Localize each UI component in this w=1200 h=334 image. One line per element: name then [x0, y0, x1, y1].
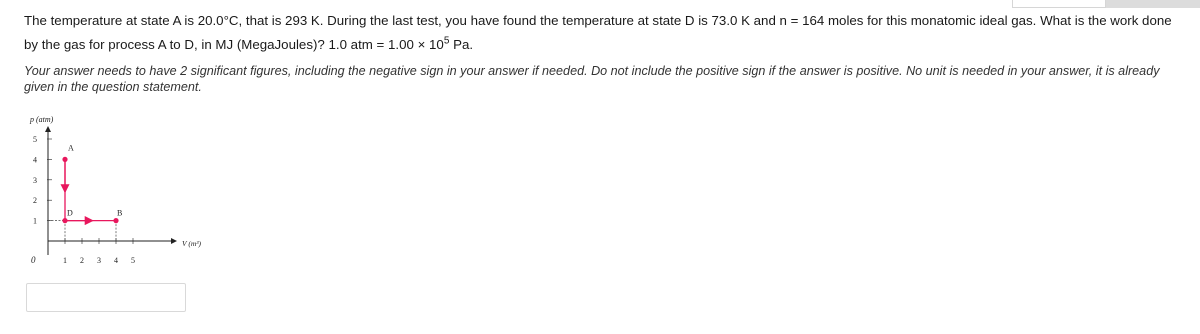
y-tick-label: 4 [33, 155, 37, 165]
x-axis-label: V (m³) [182, 239, 201, 248]
y-axis-label: p (atm) [30, 115, 54, 124]
x-tick-label: 3 [97, 256, 101, 265]
x-tick-label: 4 [114, 256, 118, 265]
origin-label: 0 [31, 255, 36, 265]
state-label-a: A [68, 143, 74, 153]
y-tick-label: 2 [33, 196, 37, 206]
x-tick-label: 2 [80, 256, 84, 265]
question-exponent: 5 [443, 35, 450, 47]
state-label-d: D [67, 208, 73, 218]
y-tick-label: 5 [33, 135, 37, 144]
top-right-bar [1012, 0, 1200, 8]
answer-instructions: Your answer needs to have 2 significant figures, including the negative sign in your answer if needed. Do not include the positive sign if the answer is positive. No unit is needed in your answer, it is already given in the question statement. [24, 64, 1160, 94]
answer-input[interactable] [26, 283, 186, 312]
x-tick-label: 1 [63, 256, 67, 265]
state-point-a [62, 157, 67, 162]
x-tick-label: 5 [131, 256, 135, 265]
state-point-b [113, 218, 118, 223]
question-text [24, 9, 1174, 57]
state-point-d [62, 218, 67, 223]
top-bar-box [1012, 0, 1106, 8]
top-bar-button[interactable] [1106, 0, 1200, 8]
y-tick-label: 3 [33, 175, 37, 185]
question-end: Pa. [449, 37, 474, 52]
y-tick-label: 1 [33, 216, 37, 226]
state-label-b: B [117, 208, 123, 218]
pv-diagram [26, 110, 226, 270]
question-main: The temperature at state A is 20.0°C, that is 293 K. During the last test, you have found the temperature at state D is 73.0 K and n = 164 moles for this monatomic ideal gas. What is the work done by the gas for process A to D, in MJ (MegaJoules)? 1.0 atm = 1.00 × 10 [24, 13, 1172, 52]
